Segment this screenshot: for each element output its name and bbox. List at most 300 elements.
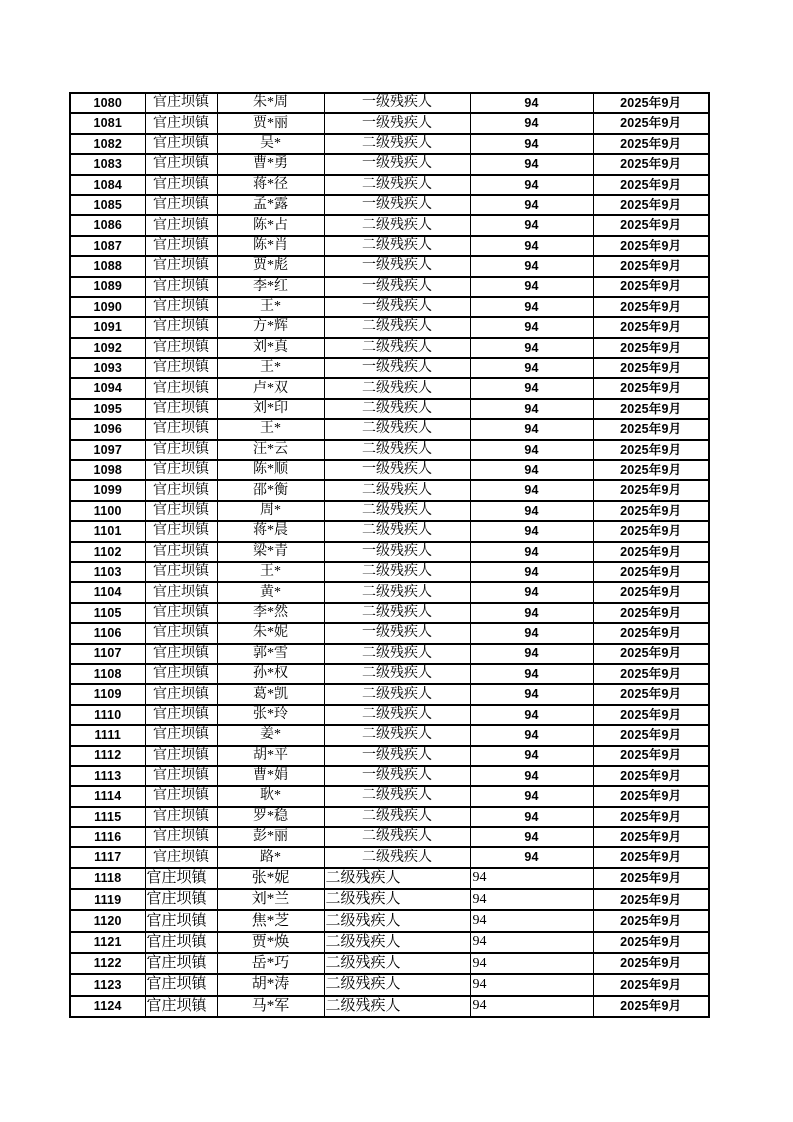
cell-month: 2025年9月 [593, 644, 709, 664]
table-row [70, 807, 709, 827]
table-row [70, 440, 709, 460]
cell-town: 官庄坝镇 [145, 93, 217, 113]
cell-name: 卢*双 [217, 378, 324, 398]
cell-seq: 1083 [70, 154, 145, 174]
cell-name: 黄* [217, 582, 324, 602]
cell-town: 官庄坝镇 [145, 358, 217, 378]
cell-name: 邵*衡 [217, 480, 324, 500]
cell-name: 刘*真 [217, 338, 324, 358]
cell-name: 胡*涛 [217, 974, 324, 995]
cell-name: 孟*露 [217, 195, 324, 215]
table-row [70, 889, 709, 910]
table-row [70, 786, 709, 806]
cell-amount: 94 [470, 134, 593, 154]
cell-seq: 1108 [70, 664, 145, 684]
table-body [70, 93, 709, 1017]
cell-town: 官庄坝镇 [145, 236, 217, 256]
table-row [70, 256, 709, 276]
cell-town: 官庄坝镇 [145, 419, 217, 439]
cell-month: 2025年9月 [593, 847, 709, 867]
table-row [70, 996, 709, 1017]
cell-town: 官庄坝镇 [145, 932, 217, 953]
cell-level: 二级残疾人 [324, 996, 470, 1017]
cell-name: 李*然 [217, 603, 324, 623]
cell-seq: 1100 [70, 501, 145, 521]
cell-level: 一级残疾人 [324, 297, 470, 317]
cell-level: 二级残疾人 [324, 847, 470, 867]
cell-name: 吴* [217, 134, 324, 154]
cell-seq: 1081 [70, 113, 145, 133]
cell-name: 曹*勇 [217, 154, 324, 174]
cell-name: 胡*平 [217, 746, 324, 766]
cell-level: 一级残疾人 [324, 746, 470, 766]
cell-level: 一级残疾人 [324, 358, 470, 378]
table-row [70, 664, 709, 684]
cell-name: 朱*周 [217, 93, 324, 113]
cell-seq: 1123 [70, 974, 145, 995]
cell-month: 2025年9月 [593, 603, 709, 623]
cell-name: 朱*妮 [217, 623, 324, 643]
cell-amount: 94 [470, 317, 593, 337]
cell-month: 2025年9月 [593, 399, 709, 419]
cell-town: 官庄坝镇 [145, 807, 217, 827]
cell-name: 周* [217, 501, 324, 521]
cell-name: 张*妮 [217, 868, 324, 889]
cell-month: 2025年9月 [593, 542, 709, 562]
table-row [70, 868, 709, 889]
cell-town: 官庄坝镇 [145, 256, 217, 276]
cell-amount: 94 [470, 440, 593, 460]
cell-seq: 1095 [70, 399, 145, 419]
table-row [70, 501, 709, 521]
cell-level: 二级残疾人 [324, 419, 470, 439]
cell-amount: 94 [470, 521, 593, 541]
cell-seq: 1086 [70, 215, 145, 235]
cell-seq: 1115 [70, 807, 145, 827]
cell-town: 官庄坝镇 [145, 501, 217, 521]
table-row [70, 399, 709, 419]
cell-town: 官庄坝镇 [145, 868, 217, 889]
cell-seq: 1084 [70, 175, 145, 195]
table-row [70, 746, 709, 766]
cell-seq: 1085 [70, 195, 145, 215]
cell-town: 官庄坝镇 [145, 623, 217, 643]
table-row [70, 910, 709, 931]
cell-amount: 94 [470, 953, 593, 974]
table-row [70, 93, 709, 113]
table-row [70, 134, 709, 154]
cell-name: 蒋*径 [217, 175, 324, 195]
table-row [70, 542, 709, 562]
cell-town: 官庄坝镇 [145, 195, 217, 215]
table-row [70, 766, 709, 786]
cell-month: 2025年9月 [593, 195, 709, 215]
cell-town: 官庄坝镇 [145, 399, 217, 419]
cell-month: 2025年9月 [593, 175, 709, 195]
cell-seq: 1089 [70, 277, 145, 297]
cell-name: 孙*权 [217, 664, 324, 684]
table-row [70, 684, 709, 704]
cell-name: 刘*兰 [217, 889, 324, 910]
cell-amount: 94 [470, 419, 593, 439]
cell-month: 2025年9月 [593, 480, 709, 500]
table-row [70, 460, 709, 480]
cell-level: 二级残疾人 [324, 953, 470, 974]
cell-name: 刘*印 [217, 399, 324, 419]
cell-amount: 94 [470, 175, 593, 195]
cell-seq: 1107 [70, 644, 145, 664]
cell-level: 二级残疾人 [324, 480, 470, 500]
table-row [70, 195, 709, 215]
beneficiary-table [69, 92, 710, 1018]
cell-name: 陈*占 [217, 215, 324, 235]
cell-amount: 94 [470, 501, 593, 521]
cell-name: 彭*丽 [217, 827, 324, 847]
cell-amount: 94 [470, 786, 593, 806]
cell-seq: 1080 [70, 93, 145, 113]
cell-seq: 1114 [70, 786, 145, 806]
cell-amount: 94 [470, 766, 593, 786]
cell-month: 2025年9月 [593, 996, 709, 1017]
cell-town: 官庄坝镇 [145, 134, 217, 154]
cell-name: 罗*稳 [217, 807, 324, 827]
cell-name: 王* [217, 358, 324, 378]
cell-town: 官庄坝镇 [145, 725, 217, 745]
cell-month: 2025年9月 [593, 113, 709, 133]
cell-town: 官庄坝镇 [145, 644, 217, 664]
cell-month: 2025年9月 [593, 582, 709, 602]
cell-level: 一级残疾人 [324, 154, 470, 174]
cell-town: 官庄坝镇 [145, 889, 217, 910]
cell-level: 二级残疾人 [324, 378, 470, 398]
cell-town: 官庄坝镇 [145, 378, 217, 398]
table-row [70, 953, 709, 974]
cell-amount: 94 [470, 996, 593, 1017]
cell-month: 2025年9月 [593, 807, 709, 827]
cell-name: 焦*芝 [217, 910, 324, 931]
cell-amount: 94 [470, 623, 593, 643]
table-row [70, 297, 709, 317]
cell-name: 陈*顺 [217, 460, 324, 480]
cell-month: 2025年9月 [593, 440, 709, 460]
cell-seq: 1093 [70, 358, 145, 378]
cell-level: 二级残疾人 [324, 868, 470, 889]
table-row [70, 338, 709, 358]
cell-amount: 94 [470, 358, 593, 378]
cell-level: 二级残疾人 [324, 175, 470, 195]
cell-amount: 94 [470, 113, 593, 133]
cell-name: 王* [217, 297, 324, 317]
cell-month: 2025年9月 [593, 932, 709, 953]
cell-name: 耿* [217, 786, 324, 806]
table-row [70, 215, 709, 235]
cell-town: 官庄坝镇 [145, 460, 217, 480]
cell-level: 二级残疾人 [324, 338, 470, 358]
cell-amount: 94 [470, 705, 593, 725]
cell-amount: 94 [470, 195, 593, 215]
cell-seq: 1102 [70, 542, 145, 562]
table-row [70, 705, 709, 725]
cell-level: 二级残疾人 [324, 562, 470, 582]
cell-month: 2025年9月 [593, 562, 709, 582]
cell-town: 官庄坝镇 [145, 705, 217, 725]
cell-month: 2025年9月 [593, 134, 709, 154]
cell-town: 官庄坝镇 [145, 480, 217, 500]
table-row [70, 974, 709, 995]
cell-level: 二级残疾人 [324, 725, 470, 745]
cell-amount: 94 [470, 154, 593, 174]
cell-town: 官庄坝镇 [145, 953, 217, 974]
cell-town: 官庄坝镇 [145, 113, 217, 133]
cell-month: 2025年9月 [593, 378, 709, 398]
cell-amount: 94 [470, 868, 593, 889]
cell-name: 贾*焕 [217, 932, 324, 953]
cell-level: 一级残疾人 [324, 460, 470, 480]
table-row [70, 847, 709, 867]
cell-town: 官庄坝镇 [145, 297, 217, 317]
cell-name: 张*玲 [217, 705, 324, 725]
cell-month: 2025年9月 [593, 338, 709, 358]
cell-month: 2025年9月 [593, 317, 709, 337]
cell-month: 2025年9月 [593, 358, 709, 378]
cell-seq: 1110 [70, 705, 145, 725]
table-row [70, 154, 709, 174]
cell-name: 岳*巧 [217, 953, 324, 974]
cell-month: 2025年9月 [593, 297, 709, 317]
cell-name: 李*红 [217, 277, 324, 297]
cell-town: 官庄坝镇 [145, 562, 217, 582]
cell-seq: 1111 [70, 725, 145, 745]
cell-name: 王* [217, 562, 324, 582]
cell-month: 2025年9月 [593, 215, 709, 235]
cell-town: 官庄坝镇 [145, 766, 217, 786]
table-row [70, 317, 709, 337]
cell-level: 二级残疾人 [324, 521, 470, 541]
cell-level: 二级残疾人 [324, 134, 470, 154]
cell-seq: 1121 [70, 932, 145, 953]
cell-seq: 1118 [70, 868, 145, 889]
cell-amount: 94 [470, 603, 593, 623]
cell-level: 二级残疾人 [324, 705, 470, 725]
cell-level: 二级残疾人 [324, 603, 470, 623]
cell-month: 2025年9月 [593, 684, 709, 704]
table-row [70, 582, 709, 602]
cell-level: 一级残疾人 [324, 93, 470, 113]
table-row [70, 603, 709, 623]
cell-town: 官庄坝镇 [145, 786, 217, 806]
cell-seq: 1119 [70, 889, 145, 910]
cell-month: 2025年9月 [593, 705, 709, 725]
cell-seq: 1106 [70, 623, 145, 643]
cell-amount: 94 [470, 889, 593, 910]
cell-month: 2025年9月 [593, 256, 709, 276]
cell-level: 一级残疾人 [324, 766, 470, 786]
cell-level: 一级残疾人 [324, 256, 470, 276]
cell-level: 二级残疾人 [324, 807, 470, 827]
cell-level: 二级残疾人 [324, 889, 470, 910]
table-row [70, 378, 709, 398]
cell-town: 官庄坝镇 [145, 317, 217, 337]
cell-amount: 94 [470, 664, 593, 684]
cell-level: 二级残疾人 [324, 644, 470, 664]
cell-level: 二级残疾人 [324, 501, 470, 521]
cell-amount: 94 [470, 644, 593, 664]
cell-level: 一级残疾人 [324, 542, 470, 562]
cell-amount: 94 [470, 725, 593, 745]
cell-level: 二级残疾人 [324, 786, 470, 806]
cell-town: 官庄坝镇 [145, 996, 217, 1017]
cell-seq: 1104 [70, 582, 145, 602]
cell-level: 二级残疾人 [324, 440, 470, 460]
cell-town: 官庄坝镇 [145, 175, 217, 195]
cell-amount: 94 [470, 236, 593, 256]
cell-name: 曹*娟 [217, 766, 324, 786]
cell-month: 2025年9月 [593, 277, 709, 297]
cell-month: 2025年9月 [593, 786, 709, 806]
cell-level: 二级残疾人 [324, 236, 470, 256]
cell-amount: 94 [470, 974, 593, 995]
cell-amount: 94 [470, 215, 593, 235]
cell-seq: 1117 [70, 847, 145, 867]
cell-month: 2025年9月 [593, 868, 709, 889]
cell-month: 2025年9月 [593, 664, 709, 684]
cell-seq: 1082 [70, 134, 145, 154]
cell-seq: 1092 [70, 338, 145, 358]
cell-month: 2025年9月 [593, 501, 709, 521]
cell-amount: 94 [470, 807, 593, 827]
cell-town: 官庄坝镇 [145, 542, 217, 562]
cell-seq: 1088 [70, 256, 145, 276]
cell-level: 二级残疾人 [324, 827, 470, 847]
cell-level: 二级残疾人 [324, 215, 470, 235]
cell-amount: 94 [470, 542, 593, 562]
cell-month: 2025年9月 [593, 521, 709, 541]
cell-seq: 1116 [70, 827, 145, 847]
cell-seq: 1105 [70, 603, 145, 623]
cell-name: 马*军 [217, 996, 324, 1017]
table-row [70, 562, 709, 582]
cell-seq: 1090 [70, 297, 145, 317]
cell-seq: 1091 [70, 317, 145, 337]
cell-seq: 1124 [70, 996, 145, 1017]
cell-town: 官庄坝镇 [145, 664, 217, 684]
cell-month: 2025年9月 [593, 746, 709, 766]
cell-town: 官庄坝镇 [145, 521, 217, 541]
cell-seq: 1098 [70, 460, 145, 480]
table-row [70, 175, 709, 195]
cell-amount: 94 [470, 847, 593, 867]
cell-month: 2025年9月 [593, 93, 709, 113]
cell-name: 陈*肖 [217, 236, 324, 256]
cell-amount: 94 [470, 827, 593, 847]
cell-level: 一级残疾人 [324, 195, 470, 215]
cell-month: 2025年9月 [593, 236, 709, 256]
cell-name: 梁*青 [217, 542, 324, 562]
cell-seq: 1099 [70, 480, 145, 500]
cell-amount: 94 [470, 399, 593, 419]
cell-month: 2025年9月 [593, 974, 709, 995]
cell-town: 官庄坝镇 [145, 440, 217, 460]
cell-amount: 94 [470, 746, 593, 766]
table-row [70, 358, 709, 378]
table-row [70, 827, 709, 847]
cell-town: 官庄坝镇 [145, 277, 217, 297]
table-row [70, 113, 709, 133]
cell-name: 贾*彪 [217, 256, 324, 276]
cell-amount: 94 [470, 910, 593, 931]
cell-month: 2025年9月 [593, 766, 709, 786]
cell-seq: 1109 [70, 684, 145, 704]
cell-town: 官庄坝镇 [145, 684, 217, 704]
cell-seq: 1087 [70, 236, 145, 256]
cell-seq: 1122 [70, 953, 145, 974]
cell-level: 一级残疾人 [324, 277, 470, 297]
cell-seq: 1096 [70, 419, 145, 439]
cell-name: 郭*雪 [217, 644, 324, 664]
cell-month: 2025年9月 [593, 953, 709, 974]
cell-amount: 94 [470, 93, 593, 113]
cell-town: 官庄坝镇 [145, 603, 217, 623]
cell-name: 汪*云 [217, 440, 324, 460]
cell-name: 方*辉 [217, 317, 324, 337]
cell-amount: 94 [470, 684, 593, 704]
cell-amount: 94 [470, 256, 593, 276]
cell-town: 官庄坝镇 [145, 974, 217, 995]
cell-amount: 94 [470, 297, 593, 317]
cell-month: 2025年9月 [593, 419, 709, 439]
table-row [70, 644, 709, 664]
cell-seq: 1101 [70, 521, 145, 541]
cell-level: 二级残疾人 [324, 910, 470, 931]
cell-town: 官庄坝镇 [145, 910, 217, 931]
cell-amount: 94 [470, 460, 593, 480]
cell-amount: 94 [470, 277, 593, 297]
cell-month: 2025年9月 [593, 910, 709, 931]
cell-town: 官庄坝镇 [145, 154, 217, 174]
table-row [70, 277, 709, 297]
table-row [70, 623, 709, 643]
cell-level: 一级残疾人 [324, 623, 470, 643]
cell-town: 官庄坝镇 [145, 847, 217, 867]
cell-month: 2025年9月 [593, 623, 709, 643]
cell-seq: 1113 [70, 766, 145, 786]
cell-amount: 94 [470, 338, 593, 358]
table-row [70, 419, 709, 439]
cell-level: 二级残疾人 [324, 317, 470, 337]
cell-town: 官庄坝镇 [145, 582, 217, 602]
table-row [70, 521, 709, 541]
cell-seq: 1120 [70, 910, 145, 931]
cell-level: 二级残疾人 [324, 582, 470, 602]
cell-name: 王* [217, 419, 324, 439]
cell-town: 官庄坝镇 [145, 827, 217, 847]
cell-level: 二级残疾人 [324, 664, 470, 684]
cell-month: 2025年9月 [593, 154, 709, 174]
cell-name: 蒋*晨 [217, 521, 324, 541]
table-row [70, 725, 709, 745]
cell-name: 葛*凯 [217, 684, 324, 704]
cell-seq: 1094 [70, 378, 145, 398]
table-row [70, 932, 709, 953]
cell-month: 2025年9月 [593, 827, 709, 847]
cell-month: 2025年9月 [593, 889, 709, 910]
cell-name: 贾*丽 [217, 113, 324, 133]
cell-level: 二级残疾人 [324, 932, 470, 953]
table-row [70, 480, 709, 500]
cell-amount: 94 [470, 378, 593, 398]
table-row [70, 236, 709, 256]
cell-town: 官庄坝镇 [145, 746, 217, 766]
